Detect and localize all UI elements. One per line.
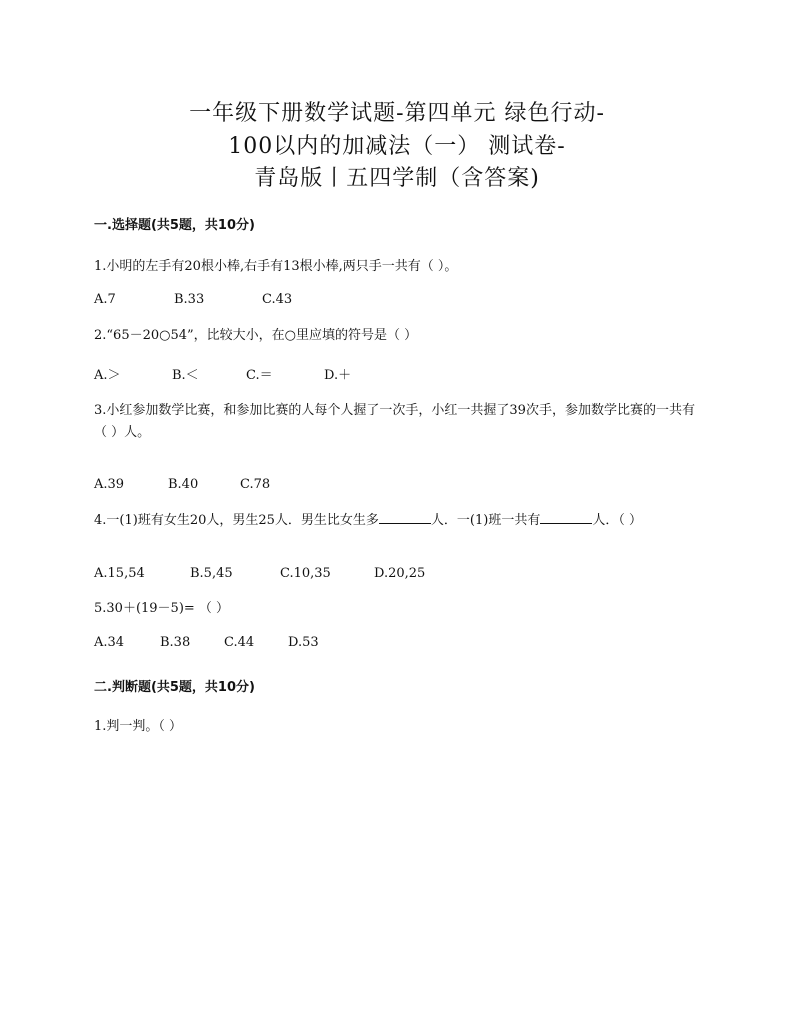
document-title-line-1: 一年级下册数学试题-第四单元 绿色行动- — [189, 101, 605, 126]
option-d: D.＋ — [324, 368, 352, 383]
option-b: B.＜ — [172, 368, 199, 383]
question-4-text-part-1: 4.一(1)班有女生20人，男生25人．男生比女生多 — [94, 513, 379, 528]
option-c: C.44 — [224, 635, 255, 650]
option-d: D.20,25 — [374, 566, 426, 581]
answer-blank-1[interactable] — [379, 511, 431, 524]
option-b: B.40 — [168, 477, 199, 492]
question-4-text-part-3: 人．（ ） — [592, 513, 642, 528]
document-title-line-2: 100以内的加减法（一） 测试卷- — [228, 134, 566, 159]
answer-blank-2[interactable] — [540, 511, 592, 524]
document-title-line-3: 青岛版丨五四学制（含答案) — [254, 166, 540, 191]
question-4-text — [94, 510, 704, 532]
option-d: D.53 — [288, 635, 319, 650]
option-b: B.5,45 — [190, 566, 233, 581]
option-b: B.33 — [174, 292, 205, 307]
question-5-text: 5.30＋(19－5)= （ ） — [94, 601, 230, 616]
option-c: C.43 — [262, 292, 293, 307]
option-c: C.78 — [240, 477, 271, 492]
option-a: A.15,54 — [94, 566, 145, 581]
option-a: A.7 — [94, 292, 116, 307]
option-a: A.34 — [94, 635, 125, 650]
option-c: C.＝ — [246, 368, 273, 383]
question-4-text-part-2: 人．一(1)班一共有 — [430, 513, 541, 528]
option-a: A.＞ — [94, 368, 121, 383]
section-heading-multiple-choice: 一.选择题(共5题，共10分) — [94, 218, 255, 233]
question-1-text: 1.小明的左手有20根小棒,右手有13根小棒,两只手一共有（ ）。 — [94, 259, 458, 274]
question-3-text: 3.小红参加数学比赛，和参加比赛的人每个人握了一次手，小红一共握了39次手，参加数学比赛的一共有（ ）人。 — [94, 403, 695, 440]
question-2-text: 2.“65－20○54”，比较大小，在○里应填的符号是（ ） — [94, 328, 418, 343]
option-a: A.39 — [94, 477, 125, 492]
judge-question-1-text: 1.判一判。（ ） — [94, 719, 183, 734]
section-heading-true-false: 二.判断题(共5题，共10分) — [94, 680, 255, 695]
option-b: B.38 — [160, 635, 191, 650]
option-c: C.10,35 — [280, 566, 331, 581]
